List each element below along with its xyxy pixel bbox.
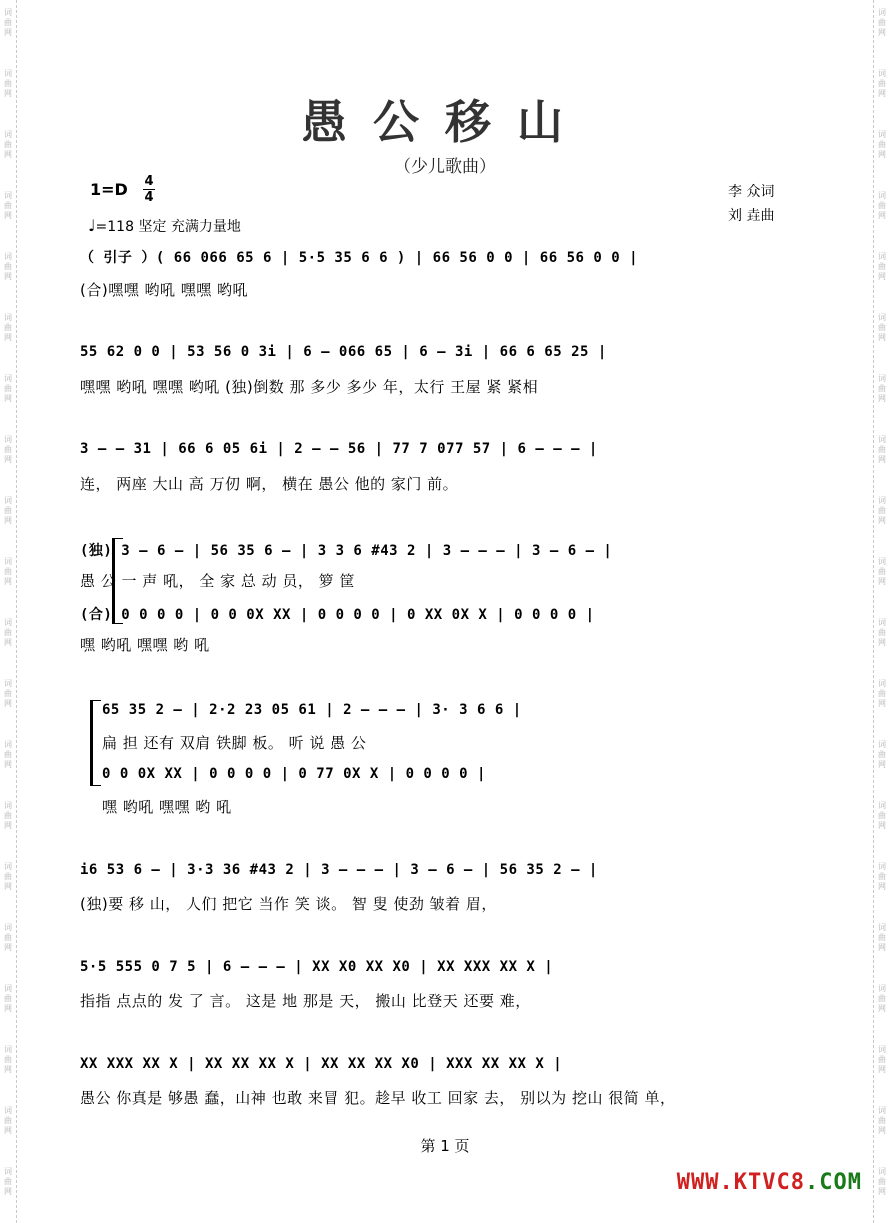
credits — [728, 180, 774, 228]
brand-tld: .COM — [805, 1170, 862, 1195]
watermark-mark: 词曲网 — [878, 1167, 886, 1196]
lyrics-row-7: 指指 点点的 发 了 言。 这是 地 那是 天， 搬山 比登天 还要 难， — [80, 992, 531, 1010]
watermark-mark: 词曲网 — [878, 801, 886, 830]
notation-row-6: i6 53 6 – | 3·3 36 #43 2 | 3 – – – | 3 – 6 – | 56 35 2 – | — [80, 862, 598, 878]
tempo-expression: 坚定 充满力量地 — [138, 219, 241, 235]
watermark-mark: 词曲网 — [4, 313, 12, 342]
watermark-mark: 词曲网 — [4, 801, 12, 830]
notation-row-2: 55 62 0 0 | 53 56 0 3i | 6 – 066 65 | 6 – 3i | 66 6 65 25 | — [80, 344, 607, 360]
lyrics-row-4-solo: 愚 公 一 声 吼， 全 家 总 动 员， 箩 筐 — [80, 572, 355, 590]
watermark-mark: 词曲网 — [4, 862, 12, 891]
lyrics-row-8: 愚公 你真是 够愚 蠢，山神 也敢 来冒 犯。趁早 收工 回家 去， 别以为 挖山 很简 单， — [80, 1089, 676, 1107]
lyrics-row-3: 连， 两座 大山 高 万仞 啊， 横在 愚公 他的 家门 前。 — [80, 475, 459, 493]
watermark-mark: 词曲网 — [4, 984, 12, 1013]
watermark-mark: 词曲网 — [4, 130, 12, 159]
right-watermark-strip — [873, 0, 890, 1223]
watermark-mark: 词曲网 — [878, 435, 886, 464]
watermark-mark: 词曲网 — [878, 313, 886, 342]
watermark-mark: 词曲网 — [878, 679, 886, 708]
lyrics-row-5-solo: 扁 担 还有 双肩 铁脚 板。 听 说 愚 公 — [102, 734, 367, 752]
watermark-mark: 词曲网 — [4, 557, 12, 586]
watermark-mark: 词曲网 — [878, 984, 886, 1013]
time-signature — [143, 174, 155, 205]
watermark-mark: 词曲网 — [878, 1045, 886, 1074]
composer: 刘 垚曲 — [728, 208, 775, 224]
watermark-mark: 词曲网 — [878, 252, 886, 281]
watermark-mark: 词曲网 — [4, 1106, 12, 1135]
lyrics-row-4-chorus: 嘿 哟吼 嘿嘿 哟 吼 — [80, 636, 210, 654]
site-watermark-logo — [677, 1170, 862, 1195]
notation-row-4-solo: (独) 3 – 6 – | 56 35 6 – | 3 3 6 #43 2 | 3 – – – | 3 – 6 – | — [80, 543, 613, 559]
watermark-mark: 词曲网 — [4, 191, 12, 220]
watermark-mark: 词曲网 — [4, 435, 12, 464]
lyrics-row-6: (独)要 移 山， 人们 把它 当作 笑 谈。 智 叟 使劲 皱着 眉， — [80, 895, 497, 913]
watermark-mark: 词曲网 — [878, 740, 886, 769]
time-signature-bottom: 4 — [144, 190, 154, 205]
song-subtitle: （少儿歌曲） — [394, 157, 496, 177]
watermark-mark: 词曲网 — [878, 374, 886, 403]
watermark-mark: 词曲网 — [4, 679, 12, 708]
lyrics-row-1: (合)嘿嘿 哟吼 嘿嘿 哟吼 — [80, 281, 249, 299]
watermark-mark: 词曲网 — [4, 252, 12, 281]
watermark-mark: 词曲网 — [878, 130, 886, 159]
watermark-mark: 词曲网 — [878, 618, 886, 647]
notation-row-1: （ 引子 ）( 66 066 65 6 | 5·5 35 6 6 ) | 66 56 0 0 | 66 56 0 0 | — [80, 250, 639, 266]
watermark-mark: 词曲网 — [4, 8, 12, 37]
left-watermark-strip — [0, 0, 17, 1223]
page-number: 第 1 页 — [420, 1137, 470, 1155]
watermark-mark: 词曲网 — [4, 1167, 12, 1196]
lyrics-row-5-chorus: 嘿 哟吼 嘿嘿 哟 吼 — [102, 798, 232, 816]
lyrics-row-2: 嘿嘿 哟吼 嘿嘿 哟吼 (独)倒数 那 多少 多少 年，太行 王屋 紧 紧相 — [80, 378, 539, 396]
tempo-bpm: =118 — [95, 219, 134, 235]
watermark-mark: 词曲网 — [878, 69, 886, 98]
system-brace-2 — [90, 700, 101, 786]
quarter-note-icon: ♩ — [88, 216, 96, 235]
watermark-mark: 词曲网 — [4, 740, 12, 769]
notation-row-8: XX XXX XX X | XX XX XX X | XX XX XX X0 | XXX XX XX X | — [80, 1056, 563, 1072]
notation-row-5-chorus: 0 0 0X XX | 0 0 0 0 | 0 77 0X X | 0 0 0 0 | — [102, 766, 486, 782]
watermark-mark: 词曲网 — [4, 69, 12, 98]
watermark-mark: 词曲网 — [878, 862, 886, 891]
watermark-mark: 词曲网 — [4, 618, 12, 647]
watermark-mark: 词曲网 — [878, 1106, 886, 1135]
tempo-marking — [88, 216, 241, 236]
lyricist: 李 众词 — [728, 184, 775, 200]
watermark-mark: 词曲网 — [878, 557, 886, 586]
watermark-mark: 词曲网 — [4, 374, 12, 403]
time-signature-top: 4 — [144, 174, 154, 189]
watermark-mark: 词曲网 — [878, 191, 886, 220]
watermark-mark: 词曲网 — [878, 496, 886, 525]
watermark-mark: 词曲网 — [4, 1045, 12, 1074]
song-title: 愚公移山 — [301, 95, 589, 149]
notation-row-7: 5·5 555 0 7 5 | 6 – – – | XX X0 XX X0 | XX XXX XX X | — [80, 959, 554, 975]
watermark-mark: 词曲网 — [878, 923, 886, 952]
watermark-mark: 词曲网 — [878, 8, 886, 37]
watermark-mark: 词曲网 — [4, 923, 12, 952]
notation-row-5-solo: 65 35 2 – | 2·2 23 05 61 | 2 – – – | 3· 3 6 6 | — [102, 702, 522, 718]
notation-row-4-chorus: (合) 0 0 0 0 | 0 0 0X XX | 0 0 0 0 | 0 XX 0X X | 0 0 0 0 | — [80, 607, 595, 623]
brand-text: WWW.KTVC8 — [676, 1170, 806, 1195]
notation-row-3: 3 – – 31 | 66 6 05 6i | 2 – – 56 | 77 7 077 57 | 6 – – – | — [80, 441, 598, 457]
key-signature: 1=D — [90, 180, 128, 199]
watermark-mark: 词曲网 — [4, 496, 12, 525]
